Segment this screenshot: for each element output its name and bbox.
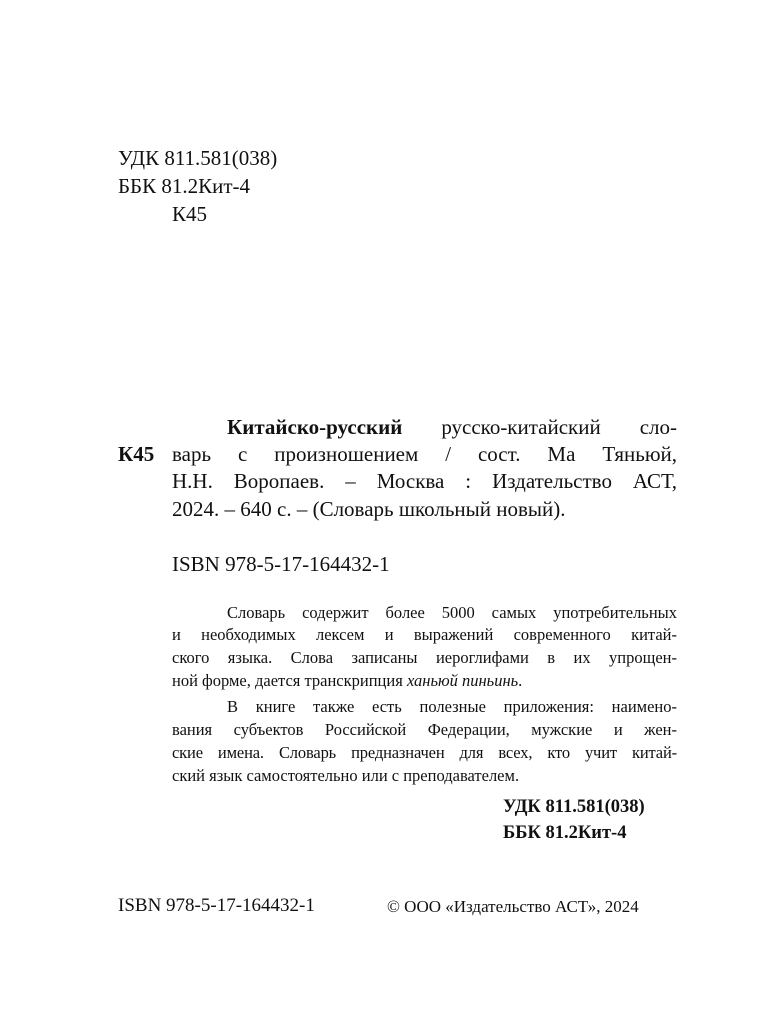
annotation-p2-line3: ские имена. Словарь предназначен для всех, кто учит китай- — [172, 743, 677, 762]
record-title: Китайско-русский — [227, 415, 403, 439]
record-line-3: Н.Н. Воропаев. – Москва : Издательство АСТ, — [172, 469, 677, 493]
annotation-p1-line4-start: ной форме, дается транскрипция — [172, 671, 403, 690]
udk-label: УДК — [118, 146, 160, 170]
annotation-p2-line1: В книге также есть полезные приложения: наимено- — [227, 697, 677, 716]
bbk-value: 81.2Кит-4 — [161, 174, 251, 198]
record-mark: К45 — [118, 442, 155, 466]
annotation-p2-line2: вания субъектов Российской Федерации, мужские и жен- — [172, 720, 677, 739]
udk-line — [118, 144, 277, 172]
annotation-pinyin-term: ханьюй пиньинь — [406, 671, 519, 690]
bbk-label: ББК — [118, 174, 157, 198]
annotation-p1-line4-end: . — [518, 671, 523, 690]
footer-copyright: © ООО «Издательство АСТ», 2024 — [387, 897, 639, 916]
record-line-2: варь с произношением / сост. Ма Тяньюй, — [172, 442, 677, 466]
record-line-1-rest: русско-китайский сло- — [441, 415, 677, 439]
annotation-p2-line4: ский язык самостоятельно или с преподавателем. — [172, 766, 520, 785]
annotation-p1-line2: и необходимых лексем и выражений современного китай- — [172, 625, 677, 644]
author-mark: К45 — [172, 202, 208, 226]
bbk-line — [118, 172, 250, 200]
bottom-bbk: ББК 81.2Кит-4 — [503, 823, 627, 843]
record-isbn: ISBN 978-5-17-164432-1 — [172, 552, 390, 576]
record-line-4: 2024. – 640 с. – (Словарь школьный новый). — [172, 497, 566, 521]
record-line-1 — [227, 413, 677, 441]
annotation-p1-line3: ского языка. Слова записаны иероглифами в их упрощен- — [172, 648, 677, 667]
bottom-udk: УДК 811.581(038) — [503, 797, 645, 817]
udk-value: 811.581(038) — [164, 146, 278, 170]
footer-isbn: ISBN 978-5-17-164432-1 — [118, 895, 315, 916]
annotation-p1-line4 — [172, 670, 522, 692]
annotation-p1-line1: Словарь содержит более 5000 самых употребительных — [227, 603, 677, 622]
